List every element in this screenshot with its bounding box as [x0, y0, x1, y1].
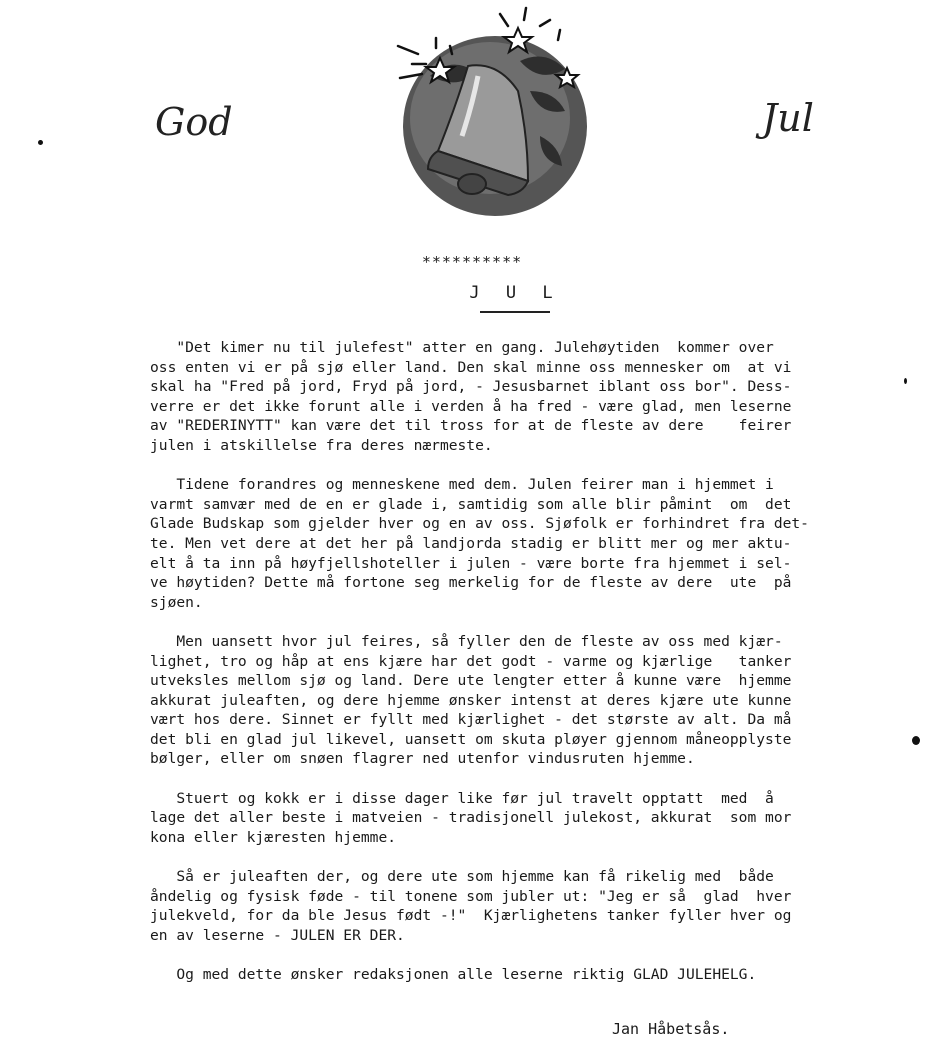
text-line: ve høytiden? Dette må fortone seg merkelig for de fleste av dere ute på	[150, 574, 792, 592]
text-line: lighet, tro og håp at ens kjære har det godt - varme og kjærlige tanker	[150, 652, 792, 670]
paragraph	[150, 338, 870, 456]
greeting-right: Jul	[762, 96, 814, 140]
document-title: J U L	[469, 283, 561, 303]
text-line: sjøen.	[150, 593, 203, 611]
text-line: en av leserne - JULEN ER DER.	[150, 926, 405, 944]
paragraph	[150, 475, 870, 612]
text-line: lage det aller beste i matveien - tradisjonell julekost, akkurat som mor	[150, 809, 792, 827]
text-line: "Det kimer nu til julefest" atter en gang. Julehøytiden kommer over	[150, 339, 774, 356]
text-line: kona eller kjæresten hjemme.	[150, 828, 397, 846]
text-line: Så er juleaften der, og dere ute som hjemme kan få rikelig med både	[150, 868, 774, 886]
text-line: elt å ta inn på høyfjellshoteller i julen - være borte fra hjemmet i sel-	[150, 554, 792, 572]
text-line: te. Men vet dere at det her på landjorda stadig er blitt mer og mer aktu-	[150, 534, 792, 552]
text-line: skal ha "Fred på jord, Fryd på jord, - Jesusbarnet iblant oss bor". Dess-	[150, 378, 792, 396]
christmas-bell-illustration	[390, 6, 590, 231]
paragraph	[150, 965, 870, 985]
text-line: det bli en glad jul likevel, uansett om skuta pløyer gjennom måneopplyste	[150, 730, 792, 748]
text-line: varmt samvær med de en er glade i, samtidig som alle blir påmint om det	[150, 495, 792, 513]
text-line: verre er det ikke forunt alle i verden å ha fred - være glad, men leserne	[150, 397, 792, 415]
paragraph	[150, 789, 870, 848]
text-line: utveksles mellom sjø og land. Dere ute lengter etter å kunne være hjemme	[150, 672, 792, 690]
title-underline	[480, 311, 550, 313]
text-line: Stuert og kokk er i disse dager like før jul travelt opptatt med å	[150, 789, 774, 807]
scan-speck	[38, 140, 43, 145]
text-line: Tidene forandres og menneskene med dem. Julen feirer man i hjemmet i	[150, 476, 774, 494]
scan-speck	[904, 378, 907, 384]
paragraph	[150, 632, 870, 769]
text-line: bølger, eller om snøen flagrer ned utenfor vindusruten hjemme.	[150, 750, 695, 768]
signature: Jan Håbetsås.	[612, 1020, 730, 1038]
scan-speck	[912, 736, 920, 745]
text-line: julekveld, for da ble Jesus født -!" Kjærlighetens tanker fyller hver og	[150, 907, 792, 925]
text-line: Glade Budskap som gjelder hver og en av oss. Sjøfolk er forhindret fra det-	[150, 515, 809, 533]
text-line: julen i atskillelse fra deres nærmeste.	[150, 436, 493, 454]
greeting-left: God	[155, 100, 233, 144]
article-body	[150, 338, 870, 1004]
text-line: av "REDERINYTT" kan være det til tross for at de fleste av dere feirer	[150, 417, 792, 435]
text-line: Men uansett hvor jul feires, så fyller den de fleste av oss med kjær-	[150, 632, 783, 650]
paragraph	[150, 867, 870, 945]
text-line: åndelig og fysisk føde - til tonene som jubler ut: "Jeg er så glad hver	[150, 887, 792, 905]
text-line: akkurat juleaften, og dere hjemme ønsker intenst at deres kjære ute kunne	[150, 691, 792, 709]
ornament-stars: **********	[421, 253, 523, 271]
text-line: oss enten vi er på sjø eller land. Den skal minne oss mennesker om at vi	[150, 358, 792, 376]
text-line: vært hos dere. Sinnet er fyllt med kjærlighet - det største av alt. Da må	[150, 711, 792, 729]
text-line: Og med dette ønsker redaksjonen alle leserne riktig GLAD JULEHELG.	[150, 966, 757, 983]
